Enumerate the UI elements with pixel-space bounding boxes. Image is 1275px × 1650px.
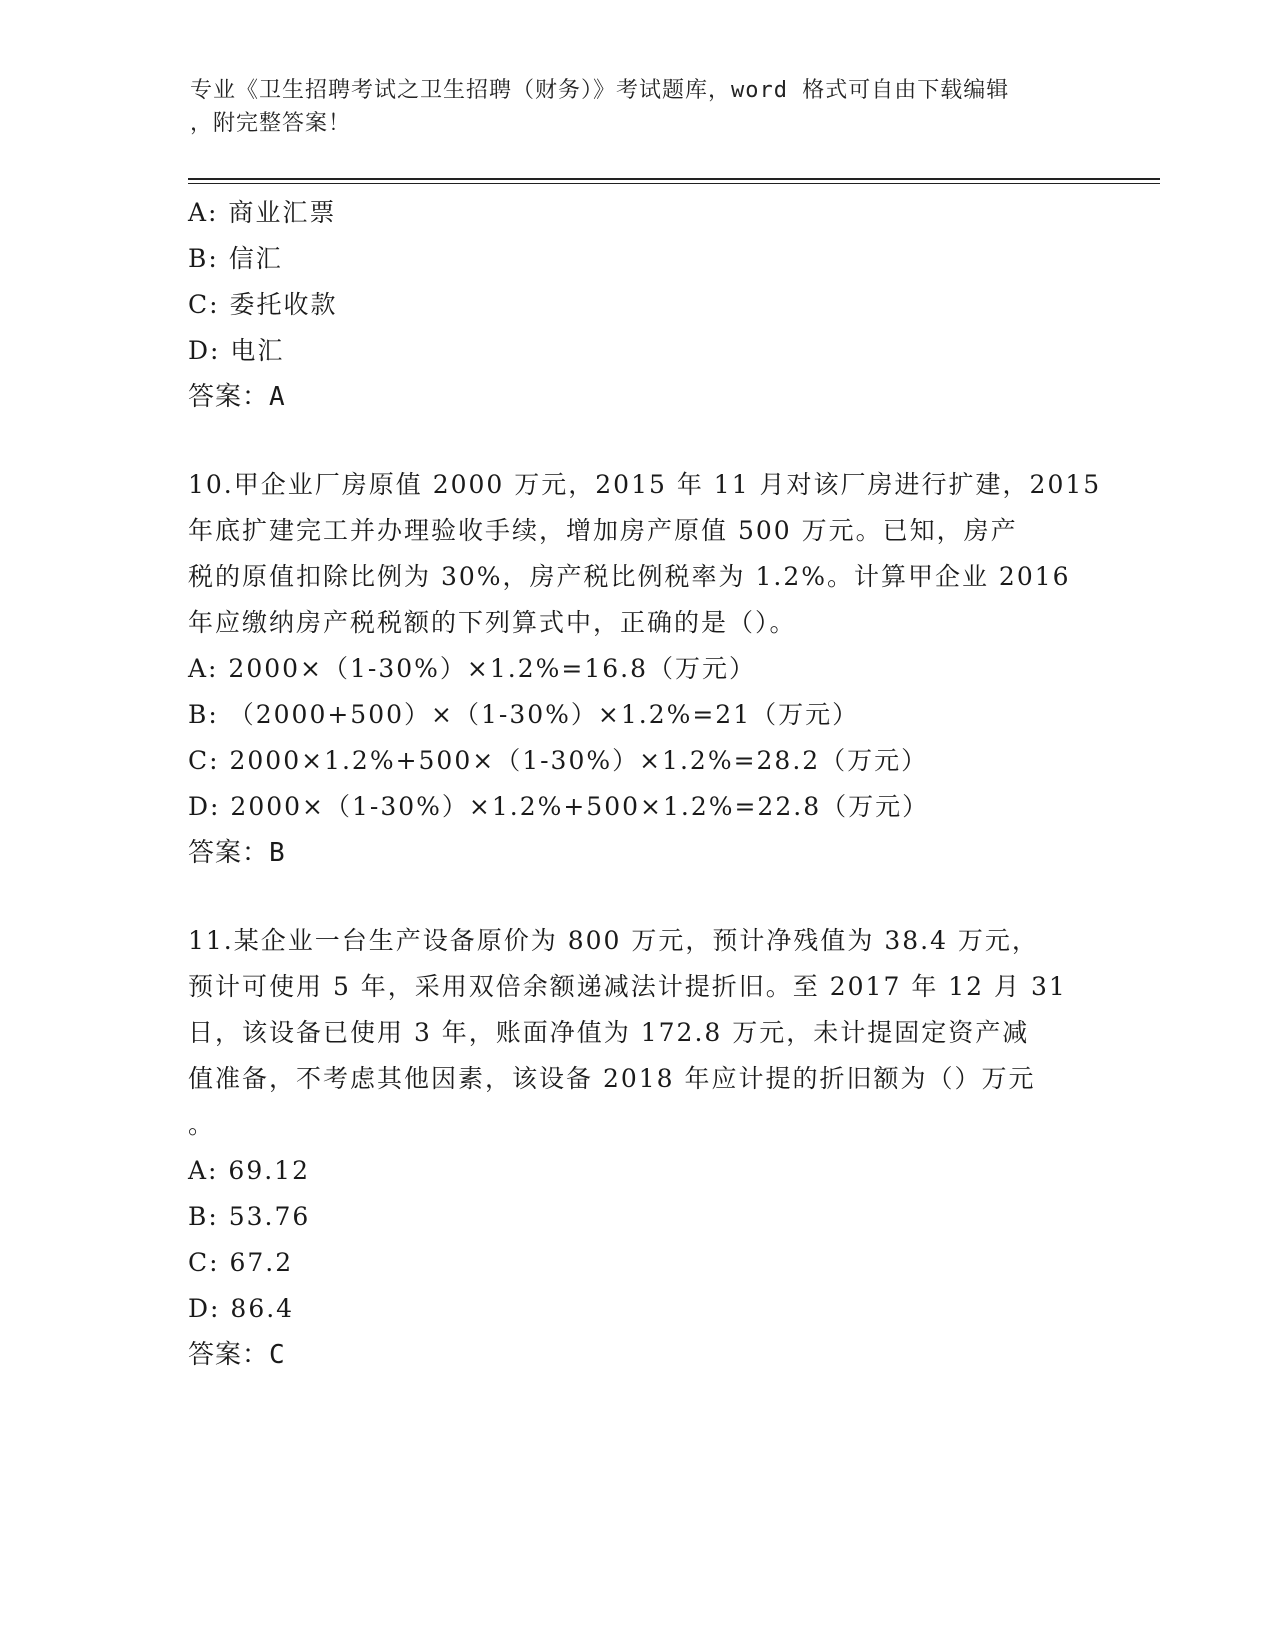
stem-line: 日，该设备已使用 3 年，账面净值为 172.8 万元，未计提固定资产减 (188, 1018, 1030, 1047)
stem-line: 。 (188, 1110, 216, 1139)
answer-10: 答案：B (188, 838, 286, 868)
stem-line: 值准备，不考虑其他因素，该设备 2018 年应计提的折旧额为（）万元 (188, 1064, 1036, 1093)
answer-11: 答案：C (188, 1340, 286, 1370)
stem-line: 年底扩建完工并办理验收手续，增加房产原值 500 万元。已知，房产 (188, 516, 1018, 545)
question-9-options (188, 190, 1088, 374)
option-b: B: 信汇 (188, 244, 283, 273)
question-list (188, 190, 1102, 1378)
option-a: A: 2000×（1-30%）×1.2%=16.8（万元） (188, 654, 756, 683)
stem-line: 10.甲企业厂房原值 2000 万元，2015 年 11 月对该厂房进行扩建，2015 (188, 470, 1102, 499)
spacer (188, 876, 1088, 918)
question-11-options (188, 1148, 1088, 1332)
option-c: C: 67.2 (188, 1248, 294, 1277)
header-rule-thin (188, 183, 1160, 184)
question-10-stem (188, 462, 1102, 646)
stem-line: 税的原值扣除比例为 30%，房产税比例税率为 1.2%。计算甲企业 2016 (188, 562, 1071, 591)
spacer (188, 420, 1088, 462)
header-rule-thick (188, 178, 1160, 180)
header-line-2: ，附完整答案！ (190, 111, 352, 136)
option-b: B: （2000+500）×（1-30%）×1.2%=21（万元） (188, 700, 860, 729)
option-b: B: 53.76 (188, 1202, 311, 1231)
stem-line: 年应缴纳房产税税额的下列算式中，正确的是（）。 (188, 608, 797, 637)
option-d: D: 电汇 (188, 336, 285, 365)
document-header (190, 74, 1090, 140)
option-a: A: 69.12 (188, 1156, 310, 1185)
option-c: C: 2000×1.2%+500×（1-30%）×1.2%=28.2（万元） (188, 746, 929, 775)
answer-9: 答案：A (188, 382, 286, 412)
question-11-stem (188, 918, 1088, 1148)
option-d: D: 2000×（1-30%）×1.2%+500×1.2%=22.8（万元） (188, 792, 930, 821)
option-c: C: 委托收款 (188, 290, 338, 319)
option-d: D: 86.4 (188, 1294, 295, 1323)
stem-line: 预计可使用 5 年，采用双倍余额递减法计提折旧。至 2017 年 12 月 31 (188, 972, 1067, 1001)
option-a: A: 商业汇票 (188, 198, 337, 227)
stem-line: 11.某企业一台生产设备原价为 800 万元，预计净残值为 38.4 万元， (188, 926, 1039, 955)
header-line-1: 专业《卫生招聘考试之卫生招聘（财务）》考试题库，word 格式可自由下载编辑 (190, 78, 1010, 103)
question-10-options (188, 646, 1088, 830)
